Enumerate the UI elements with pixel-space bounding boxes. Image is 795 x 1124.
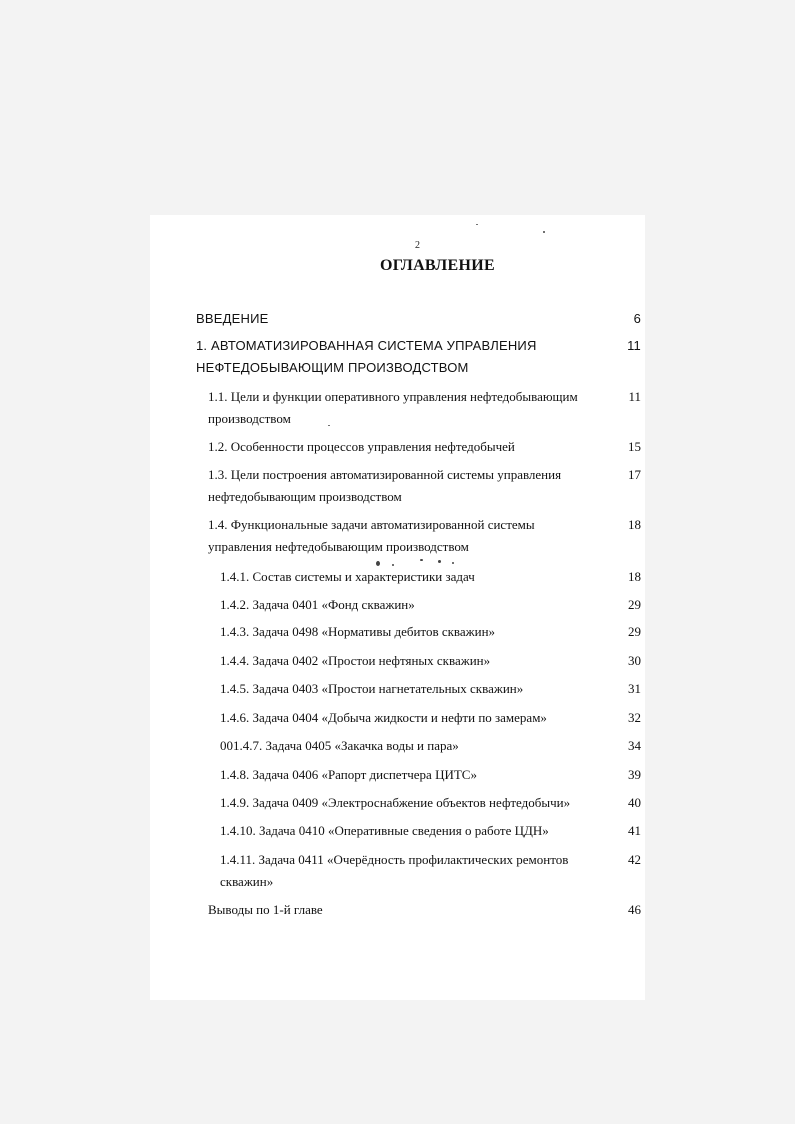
toc-entry-conclusions[interactable] <box>208 899 641 921</box>
toc-entry-page: 11 <box>628 389 641 404</box>
toc-entry-page: 46 <box>628 902 641 917</box>
toc-entry-page: 11 <box>627 338 641 353</box>
toc-entry-1-4-9[interactable] <box>220 792 641 814</box>
toc-entry-title: 1.4.5. Задача 0403 «Простои нагнетательных скважин» <box>220 681 524 696</box>
scan-speck <box>476 224 478 225</box>
toc-entry-1-4-6[interactable] <box>220 707 641 729</box>
scan-speck <box>392 564 394 566</box>
toc-entry-page: 6 <box>633 311 641 326</box>
toc-entry-title: 1.4. Функциональные задачи автоматизированной системы управления нефтедобывающим производством <box>208 517 535 554</box>
toc-entry-title: 1.4.10. Задача 0410 «Оперативные сведения о работе ЦДН» <box>220 823 549 838</box>
toc-entry-title: 1.4.1. Состав системы и характеристики задач <box>220 569 475 584</box>
toc-entry-1-4-7[interactable] <box>220 735 641 757</box>
toc-entry-title: ВВЕДЕНИЕ <box>196 311 269 326</box>
toc-entry-page: 18 <box>628 517 641 532</box>
toc-entry-title: 1.4.9. Задача 0409 «Электроснабжение объектов нефтедобычи» <box>220 795 571 810</box>
toc-entry-page: 29 <box>628 597 641 612</box>
toc-entry-title: 1.2. Особенности процессов управления нефтедобычей <box>208 439 515 454</box>
toc-entry-title: 1.3. Цели построения автоматизированной системы управления нефтедобывающим производством <box>208 467 562 504</box>
toc-heading: ОГЛАВЛЕНИЕ <box>380 257 495 274</box>
scan-speck <box>420 559 423 561</box>
toc-entry-title: 1.4.3. Задача 0498 «Нормативы дебитов скважин» <box>220 624 496 639</box>
toc-entry-1-4[interactable] <box>208 514 641 558</box>
toc-entry-title: 1.4.11. Задача 0411 «Очерёдность профилактических ремонтов скважин» <box>220 852 569 889</box>
toc-entry-title: 1.4.8. Задача 0406 «Рапорт диспетчера ЦИТС» <box>220 767 477 782</box>
toc-entry-title: 1.1. Цели и функции оперативного управления нефтедобывающим производством <box>208 389 578 426</box>
toc-entry-1-4-1[interactable] <box>220 566 641 588</box>
page-number: 2 <box>415 240 420 251</box>
toc-entry-1-4-3[interactable] <box>220 621 641 643</box>
toc-entry-introduction[interactable] <box>196 308 641 330</box>
toc-entry-title: 001.4.7. Задача 0405 «Закачка воды и пара» <box>220 738 459 753</box>
toc-entry-title: Выводы по 1-й главе <box>208 902 323 917</box>
toc-entry-page: 34 <box>628 738 641 753</box>
toc-entry-page: 31 <box>628 681 641 696</box>
scan-speck <box>438 560 441 563</box>
toc-entry-page: 30 <box>628 653 641 668</box>
toc-entry-page: 29 <box>628 624 641 639</box>
toc-entry-page: 41 <box>628 823 641 838</box>
scan-speck <box>543 231 545 233</box>
toc-entry-title: 1. АВТОМАТИЗИРОВАННАЯ СИСТЕМА УПРАВЛЕНИЯ НЕФТЕДОБЫВАЮЩИМ ПРОИЗВОДСТВОМ <box>196 338 537 375</box>
toc-entry-page: 42 <box>628 852 641 867</box>
toc-entry-page: 18 <box>628 569 641 584</box>
toc-entry-1-4-10[interactable] <box>220 820 641 842</box>
toc-entry-title: 1.4.2. Задача 0401 «Фонд скважин» <box>220 597 415 612</box>
toc-entry-page: 17 <box>628 467 641 482</box>
toc-entry-1-4-5[interactable] <box>220 678 641 700</box>
toc-entry-chapter-1[interactable] <box>196 335 641 379</box>
toc-entry-page: 15 <box>628 439 641 454</box>
toc-entry-1-4-2[interactable] <box>220 594 641 616</box>
scan-speck <box>376 561 380 566</box>
toc-entry-1-4-4[interactable] <box>220 650 641 672</box>
scan-speck <box>452 562 454 564</box>
toc-entry-title: 1.4.6. Задача 0404 «Добыча жидкости и нефти по замерам» <box>220 710 547 725</box>
toc-entry-1-1[interactable] <box>208 386 641 430</box>
toc-entry-title: 1.4.4. Задача 0402 «Простои нефтяных скважин» <box>220 653 491 668</box>
toc-entry-1-2[interactable] <box>208 436 641 458</box>
toc-entry-page: 39 <box>628 767 641 782</box>
toc-entry-1-3[interactable] <box>208 464 641 508</box>
toc-entry-page: 32 <box>628 710 641 725</box>
scan-speck <box>328 425 330 426</box>
toc-entry-1-4-11[interactable] <box>220 849 641 893</box>
toc-entry-1-4-8[interactable] <box>220 764 641 786</box>
toc-entry-page: 40 <box>628 795 641 810</box>
